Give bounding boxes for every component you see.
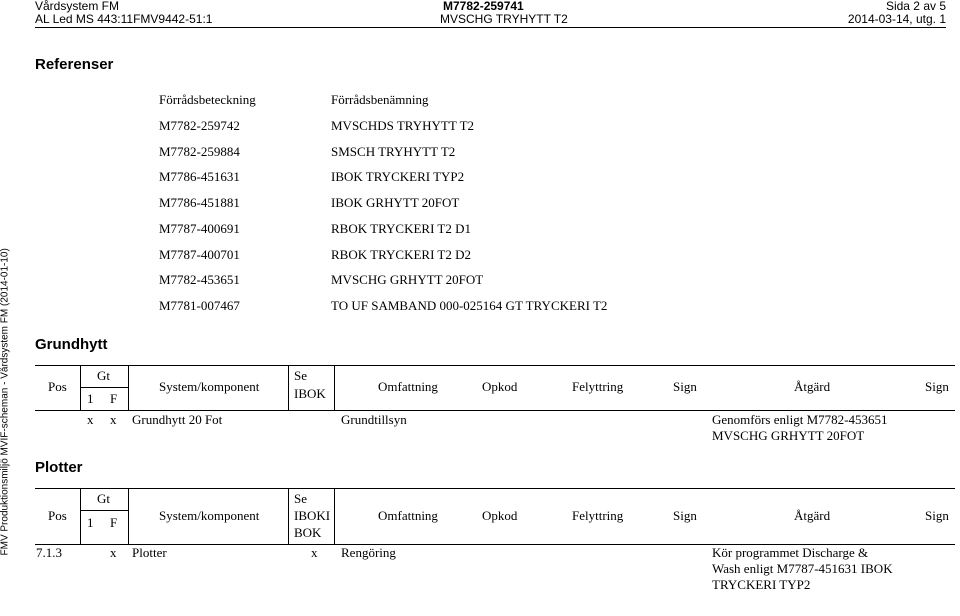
ref-id: M7782-259742 xyxy=(159,118,240,133)
cell-system: Grundhytt 20 Fot xyxy=(132,412,223,427)
ref-name: MVSCHDS TRYHYTT T2 xyxy=(331,118,475,133)
header-rule xyxy=(35,27,946,28)
column-divider xyxy=(128,488,129,544)
column-divider xyxy=(80,488,81,544)
ref-name: SMSCH TRYHYTT T2 xyxy=(331,144,456,159)
col-gt-1: 1 xyxy=(87,391,94,406)
col-gt: Gt xyxy=(97,491,110,506)
ref-id: M7787-400691 xyxy=(159,221,240,236)
col-sign-2: Sign xyxy=(925,508,949,523)
cell-omfattning: Rengöring xyxy=(341,545,396,560)
cell-pos: 7.1.3 xyxy=(36,545,62,560)
col-se-iboki: IBOKI xyxy=(294,508,331,523)
plotter-title: Plotter xyxy=(35,459,83,476)
gt-subrule xyxy=(80,510,128,511)
col-opkod: Opkod xyxy=(482,379,518,394)
table-top-rule xyxy=(35,365,955,366)
cell-atgard-line: TRYCKERI TYP2 xyxy=(712,577,811,592)
date-edition: 2014-03-14, utg. 1 xyxy=(847,12,946,26)
cell-atgard-line: Kör programmet Discharge & xyxy=(712,545,869,560)
col-sign: Sign xyxy=(673,379,697,394)
ref-id: M7781-007467 xyxy=(159,298,240,313)
table-header-rule xyxy=(35,410,955,411)
col-sign-2: Sign xyxy=(925,379,949,394)
column-divider xyxy=(334,488,335,544)
col-omfattning: Omfattning xyxy=(378,508,438,523)
cell-se: x xyxy=(311,545,318,560)
cell-gt-f: x xyxy=(110,545,117,560)
col-system: System/komponent xyxy=(159,379,260,394)
col-opkod: Opkod xyxy=(482,508,518,523)
cell-atgard-line: Wash enligt M7787-451631 IBOK xyxy=(712,561,893,576)
ref-name: TO UF SAMBAND 000-025164 GT TRYCKERI T2 xyxy=(331,298,608,313)
col-sign: Sign xyxy=(673,508,697,523)
col-omfattning: Omfattning xyxy=(378,379,438,394)
col-se-bok: BOK xyxy=(294,525,322,540)
ref-id: M7786-451881 xyxy=(159,195,240,210)
ref-name: IBOK TRYCKERI TYP2 xyxy=(331,169,465,184)
col-gt-f: F xyxy=(110,391,118,406)
grundhytt-title: Grundhytt xyxy=(35,336,108,353)
side-footer-text: FMV Produktionsmiljö MVIF-scheman - Vårdsystem FM (2014-01-10) xyxy=(0,248,11,556)
col-felyttring: Felyttring xyxy=(572,508,624,523)
cell-gt-1: x xyxy=(87,412,94,427)
col-se: Se xyxy=(294,368,307,383)
ref-name: IBOK GRHYTT 20FOT xyxy=(331,195,460,210)
col-gt-f: F xyxy=(110,515,118,530)
cell-system: Plotter xyxy=(132,545,167,560)
doc-ref: AL Led MS 443:11FMV9442-51:1 xyxy=(35,12,213,26)
col-pos: Pos xyxy=(48,379,67,394)
ref-id: M7782-259884 xyxy=(159,144,240,159)
col-felyttring: Felyttring xyxy=(572,379,624,394)
cell-atgard-line: MVSCHG GRHYTT 20FOT xyxy=(712,428,865,443)
gt-subrule xyxy=(80,387,128,388)
col-atgard: Åtgärd xyxy=(794,379,831,394)
column-divider xyxy=(334,365,335,410)
ref-name: RBOK TRYCKERI T2 D1 xyxy=(331,221,472,236)
ref-id: M7782-453651 xyxy=(159,272,240,287)
col-header-name: Förrådsbenämning xyxy=(331,92,429,107)
col-gt: Gt xyxy=(97,368,110,383)
doc-title: MVSCHG TRYHYTT T2 xyxy=(440,12,568,26)
column-divider xyxy=(288,365,289,410)
col-system: System/komponent xyxy=(159,508,260,523)
cell-omfattning: Grundtillsyn xyxy=(341,412,407,427)
system-label: Vårdsystem FM xyxy=(35,0,120,13)
table-top-rule xyxy=(35,488,955,489)
col-pos: Pos xyxy=(48,508,67,523)
ref-id: M7787-400701 xyxy=(159,247,240,262)
doc-number: M7782-259741 xyxy=(443,0,524,13)
cell-atgard-line: Genomförs enligt M7782-453651 xyxy=(712,412,888,427)
col-gt-1: 1 xyxy=(87,515,94,530)
cell-gt-f: x xyxy=(110,412,117,427)
references-title: Referenser xyxy=(35,56,114,73)
page-label: Sida 2 av 5 xyxy=(885,0,946,13)
col-header-id: Förrådsbeteckning xyxy=(159,92,256,107)
ref-name: MVSCHG GRHYTT 20FOT xyxy=(331,272,484,287)
ref-name: RBOK TRYCKERI T2 D2 xyxy=(331,247,472,262)
col-se: Se xyxy=(294,491,307,506)
col-se-ibok: IBOK xyxy=(294,386,326,401)
column-divider xyxy=(288,488,289,544)
col-atgard: Åtgärd xyxy=(794,508,831,523)
ref-id: M7786-451631 xyxy=(159,169,240,184)
column-divider xyxy=(128,365,129,410)
